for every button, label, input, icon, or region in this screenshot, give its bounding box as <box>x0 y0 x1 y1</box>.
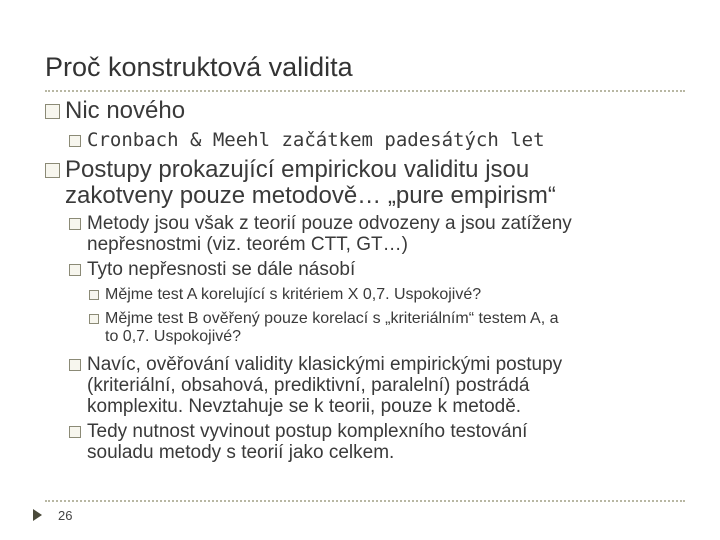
bullet-box-icon <box>69 359 81 371</box>
bullet-box-icon <box>45 163 60 178</box>
sub-bullet-item <box>45 130 685 151</box>
sub-bullet-item <box>45 259 685 280</box>
bullet-text: (kriteriální, obsahová, prediktivní, paralelní) postrádá <box>87 375 530 396</box>
sub-sub-bullet-item <box>45 286 685 304</box>
bullet-box-icon <box>69 218 81 230</box>
bullet-text: Tedy nutnost vyvinout postup komplexního testování <box>87 421 528 442</box>
bullet-text: Cronbach & Meehl začátkem padesátých let <box>87 129 545 151</box>
slide-content <box>45 96 685 463</box>
bullet-text: zakotveny pouze metodově… „pure empirism“ <box>65 182 556 209</box>
title-divider <box>45 90 685 92</box>
slide-arrow-icon <box>33 509 42 521</box>
bullet-item <box>45 98 685 124</box>
bullet-text: Postupy prokazující empirickou validitu jsou <box>65 156 530 183</box>
bullet-text: nepřesnostmi (viz. teorém CTT, GT…) <box>87 234 408 255</box>
bullet-box-icon <box>89 290 99 300</box>
bullet-box-icon <box>69 135 81 147</box>
bullet-text: Metody jsou však z teorií pouze odvozeny a jsou zatíženy <box>87 213 572 234</box>
slide-title: Proč konstruktová validita <box>45 52 353 82</box>
footer-divider <box>45 500 685 502</box>
sub-bullet-item <box>45 213 685 255</box>
bullet-text: komplexitu. Nevztahuje se k teorii, pouze k metodě. <box>87 396 522 417</box>
bullet-box-icon <box>45 104 60 119</box>
bullet-item <box>45 157 685 209</box>
sub-bullet-item <box>45 354 685 417</box>
bullet-box-icon <box>69 264 81 276</box>
bullet-text: Tyto nepřesnosti se dále násobí <box>87 259 356 280</box>
bullet-text: souladu metody s teorií jako celkem. <box>87 442 395 463</box>
bullet-text: to 0,7. Uspokojivé? <box>105 328 242 345</box>
bullet-box-icon <box>89 314 99 324</box>
bullet-box-icon <box>69 426 81 438</box>
sub-sub-bullet-item <box>45 310 685 346</box>
bullet-text: Mějme test B ověřený pouze korelací s „kriteriálním“ testem A, a <box>105 310 559 327</box>
slide-number: 26 <box>58 508 73 523</box>
bullet-text: Mějme test A korelující s kritériem X 0,7. Uspokojivé? <box>105 286 482 303</box>
bullet-text: Nic nového <box>65 97 186 124</box>
sub-bullet-item <box>45 421 685 463</box>
bullet-text: Navíc, ověřování validity klasickými empirickými postupy <box>87 354 563 375</box>
